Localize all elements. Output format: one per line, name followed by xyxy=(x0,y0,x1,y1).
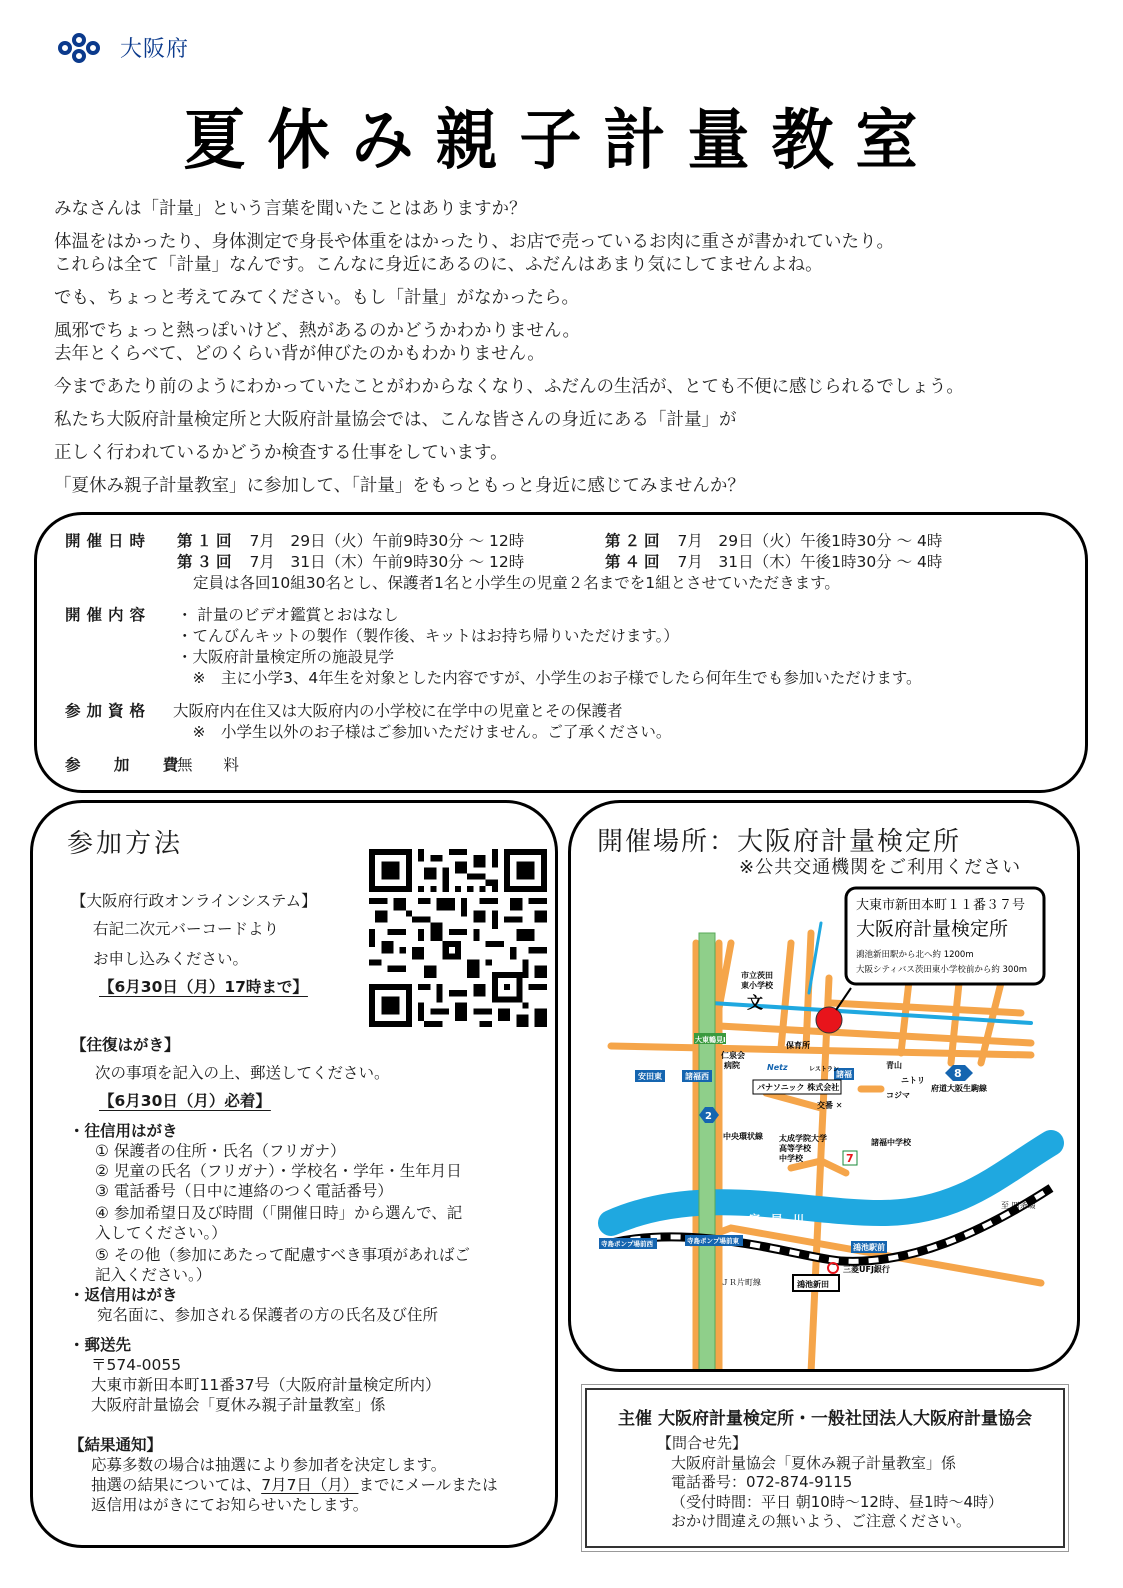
svg-text:鴻池新田駅から北へ約 1200m: 鴻池新田駅から北へ約 1200m xyxy=(856,950,974,960)
outgoing-item: ② 児童の氏名（フリガナ）・学校名・学年・生年月日 xyxy=(95,1162,462,1180)
eligibility-text: 大阪府内在住又は大阪府内の小学校に在学中の児童とその保護者 xyxy=(173,702,623,720)
fee-label: 参 加 費 xyxy=(65,756,193,774)
svg-text:Netz: Netz xyxy=(767,1063,788,1072)
svg-text:交番 ✕: 交番 ✕ xyxy=(817,1101,843,1110)
svg-text:文: 文 xyxy=(747,993,764,1012)
outgoing-item: ⑤ その他（参加にあたって配慮すべき事項があればご xyxy=(95,1246,471,1264)
svg-text:ニトリ: ニトリ xyxy=(901,1076,925,1085)
session-1: 第１回 7月 29日（火）午前9時30分 ～ 12時 xyxy=(177,532,525,550)
outgoing-item: ① 保護者の住所・氏名（フリガナ） xyxy=(95,1142,346,1160)
schedule-label: 開催日時 xyxy=(65,532,152,550)
application-box xyxy=(30,800,558,1548)
svg-text:太成学院大学: 太成学院大学 xyxy=(779,1134,827,1143)
intro-line: でも、ちょっと考えてみてください。もし「計量」がなかったら。 xyxy=(54,288,579,308)
intro-line: 正しく行われているかどうか検査する仕事をしています。 xyxy=(54,443,508,463)
svg-text:中央環状線: 中央環状線 xyxy=(723,1132,763,1141)
intro-line: 風邪でちょっと熱っぽいけど、熱があるのかどうかわかりません。 xyxy=(54,321,581,341)
contact-phone: 電話番号：072-874-9115 xyxy=(671,1473,853,1491)
session-4: 第４回 7月 31日（木）午後1時30分 ～ 4時 xyxy=(605,553,943,571)
svg-text:諸福西: 諸福西 xyxy=(685,1072,709,1081)
result-text: 抽選の結果については、7月7日（月）までにメールまたは xyxy=(91,1476,498,1494)
mail-address: 大東市新田本町11番37号（大阪府計量検定所内） xyxy=(91,1376,441,1394)
outgoing-item: ③ 電話番号（日中に連絡のつく電話番号） xyxy=(95,1182,393,1200)
svg-text:市立茨田: 市立茨田 xyxy=(741,971,773,980)
svg-text:青山: 青山 xyxy=(886,1061,902,1070)
svg-text:寝 屋 川: 寝 屋 川 xyxy=(749,1213,804,1226)
svg-text:大阪シティバス茨田東小学校前から約 300m: 大阪シティバス茨田東小学校前から約 300m xyxy=(856,965,1028,975)
intro-line: 「夏休み親子計量教室」に参加して、「計量」をもっともっと身近に感じてみませんか？ xyxy=(54,476,745,496)
logo-text: 大阪府 xyxy=(120,37,190,62)
session-3: 第３回 7月 31日（木）午前9時30分 ～ 12時 xyxy=(177,553,525,571)
outgoing-item: ④ 参加希望日及び時間（「開催日時」から選んで、記 xyxy=(95,1204,463,1222)
access-map xyxy=(581,883,1080,1372)
svg-text:東小学校: 東小学校 xyxy=(741,981,773,990)
svg-text:レストラン: レストラン xyxy=(809,1066,839,1073)
online-instruction: 右記二次元バーコードより xyxy=(93,920,280,938)
svg-text:諸福: 諸福 xyxy=(836,1070,852,1079)
outgoing-item: 入してください。） xyxy=(95,1224,227,1242)
svg-text:パナソニック 株式会社: パナソニック 株式会社 xyxy=(757,1083,840,1092)
svg-text:病院: 病院 xyxy=(724,1061,740,1070)
svg-text:7: 7 xyxy=(846,1152,854,1165)
outgoing-item: 記入ください。） xyxy=(95,1266,212,1284)
event-info-box xyxy=(34,512,1088,793)
intro-line: 体温をはかったり、身体測定で身長や体重をはかったり、お店で売っているお肉に重さが書かれていたり。 xyxy=(54,232,894,252)
intro-line: 私たち大阪府計量検定所と大阪府計量協会では、こんな皆さんの身近にある「計量」が xyxy=(54,410,737,430)
reply-text: 宛名面に、参加される保護者の方の氏名及び住所 xyxy=(97,1306,439,1324)
svg-text:三菱UFJ銀行: 三菱UFJ銀行 xyxy=(843,1265,890,1274)
online-heading: 【大阪府行政オンラインシステム】 xyxy=(71,892,317,910)
content-item: ・大阪府計量検定所の施設見学 xyxy=(177,648,395,666)
intro-line: みなさんは「計量」という言葉を聞いたことはありますか？ xyxy=(54,199,527,219)
intro-line: これらは全て「計量」なんです。こんなに身近にあるのに、ふだんはあまり気にしてませんよね。 xyxy=(54,255,823,275)
svg-text:安田東: 安田東 xyxy=(638,1072,662,1081)
svg-text:府道大阪生駒線: 府道大阪生駒線 xyxy=(931,1084,987,1093)
online-deadline: 【6月30日（月）17時まで】 xyxy=(99,978,308,996)
result-text: 返信用はがきにてお知らせいたします。 xyxy=(91,1496,369,1514)
fee-value: 無 料 xyxy=(177,756,240,774)
svg-text:鴻池新田: 鴻池新田 xyxy=(797,1280,829,1289)
svg-text:2: 2 xyxy=(705,1111,712,1122)
svg-text:ＪＲ片町線: ＪＲ片町線 xyxy=(721,1278,761,1287)
svg-text:寺島ポンプ場前西: 寺島ポンプ場前西 xyxy=(601,1240,653,1248)
page-title: 夏休み親子計量教室 xyxy=(183,101,940,179)
sponsor-box xyxy=(585,1388,1065,1548)
contact-hours: （受付時間：平日 朝10時～12時、昼1時～4時） xyxy=(671,1492,1004,1511)
postcard-heading: 【往復はがき】 xyxy=(71,1036,180,1054)
reply-heading: ・返信用はがき xyxy=(69,1286,178,1304)
svg-text:コジマ: コジマ xyxy=(886,1091,910,1100)
contact-info xyxy=(657,1434,1003,1532)
svg-text:大阪府計量検定所: 大阪府計量検定所 xyxy=(856,918,1009,940)
osaka-prefecture-logo xyxy=(58,32,189,63)
svg-text:中学校: 中学校 xyxy=(779,1154,803,1163)
svg-text:鴻池駅前: 鴻池駅前 xyxy=(853,1243,885,1252)
svg-text:仁泉会: 仁泉会 xyxy=(721,1051,745,1060)
venue-transport-note: ※公共交通機関をご利用ください xyxy=(739,857,1022,878)
mail-postal-code: 〒574-0055 xyxy=(91,1356,182,1374)
intro-text xyxy=(54,198,1094,508)
session-2: 第２回 7月 29日（火）午後1時30分 ～ 4時 xyxy=(605,532,943,550)
venue-box xyxy=(568,800,1080,1372)
result-text: 応募多数の場合は抽選により参加者を決定します。 xyxy=(91,1456,447,1474)
callout-address: 大東市新田本町１１番３７号 xyxy=(856,898,1026,913)
capacity-note: 定員は各回10組30名とし、保護者1名と小学生の児童２名までを1組とさせていただきます。 xyxy=(193,574,840,592)
result-date: 7月7日（月） xyxy=(261,1476,359,1494)
contact-note: おかけ間違えの無いよう、ご注意ください。 xyxy=(671,1512,972,1530)
intro-line: 去年とくらべて、どのくらい背が伸びたのかもわかりません。 xyxy=(54,344,545,364)
content-note: ※ 主に小学3、4年生を対象とした内容ですが、小学生のお子様でしたら何年生でも参加いただけます。 xyxy=(177,669,922,687)
svg-text:保育所: 保育所 xyxy=(786,1041,810,1050)
content-item: ・ 計量のビデオ鑑賞とおはなし xyxy=(177,606,399,624)
qr-code[interactable] xyxy=(369,849,547,1027)
result-heading: 【結果通知】 xyxy=(69,1436,163,1454)
postcard-instruction: 次の事項を記入の上、郵送してください。 xyxy=(95,1064,390,1082)
eligibility-label: 参加資格 xyxy=(65,702,152,720)
svg-text:至 四条畷: 至 四条畷 xyxy=(1001,1201,1036,1210)
content-label: 開催内容 xyxy=(65,606,152,624)
outgoing-heading: ・往信用はがき xyxy=(69,1122,178,1140)
mail-recipient: 大阪府計量協会「夏休み親子計量教室」係 xyxy=(91,1396,386,1414)
postcard-deadline: 【6月30日（月）必着】 xyxy=(99,1092,271,1110)
svg-text:8: 8 xyxy=(954,1067,962,1080)
osaka-emblem-icon xyxy=(58,33,114,63)
svg-text:大東鶴見IC: 大東鶴見IC xyxy=(695,1036,731,1044)
svg-text:寺島ポンプ場前東: 寺島ポンプ場前東 xyxy=(687,1237,739,1245)
intro-line: 今まであたり前のようにわかっていたことがわからなくなり、ふだんの生活が、とても不便に感じられるでしょう。 xyxy=(54,377,964,397)
online-instruction: お申し込みください。 xyxy=(93,950,249,968)
application-title: 参加方法 xyxy=(67,829,184,859)
contact-heading: 【問合せ先】 xyxy=(657,1434,748,1452)
svg-text:高等学校: 高等学校 xyxy=(779,1144,811,1153)
mail-heading: ・郵送先 xyxy=(69,1336,132,1354)
contact-department: 大阪府計量協会「夏休み親子計量教室」係 xyxy=(671,1453,957,1472)
eligibility-note: ※ 小学生以外のお子様はご参加いただけません。ご了承ください。 xyxy=(177,723,672,741)
sponsor-title: 主催 大阪府計量検定所・一般社団法人大阪府計量協会 xyxy=(618,1409,1032,1429)
svg-text:諸福中学校: 諸福中学校 xyxy=(871,1138,911,1147)
content-item: ・てんびんキットの製作（製作後、キットはお持ち帰りいただけます。） xyxy=(177,627,679,645)
venue-title: 開催場所：大阪府計量検定所 xyxy=(597,827,962,857)
